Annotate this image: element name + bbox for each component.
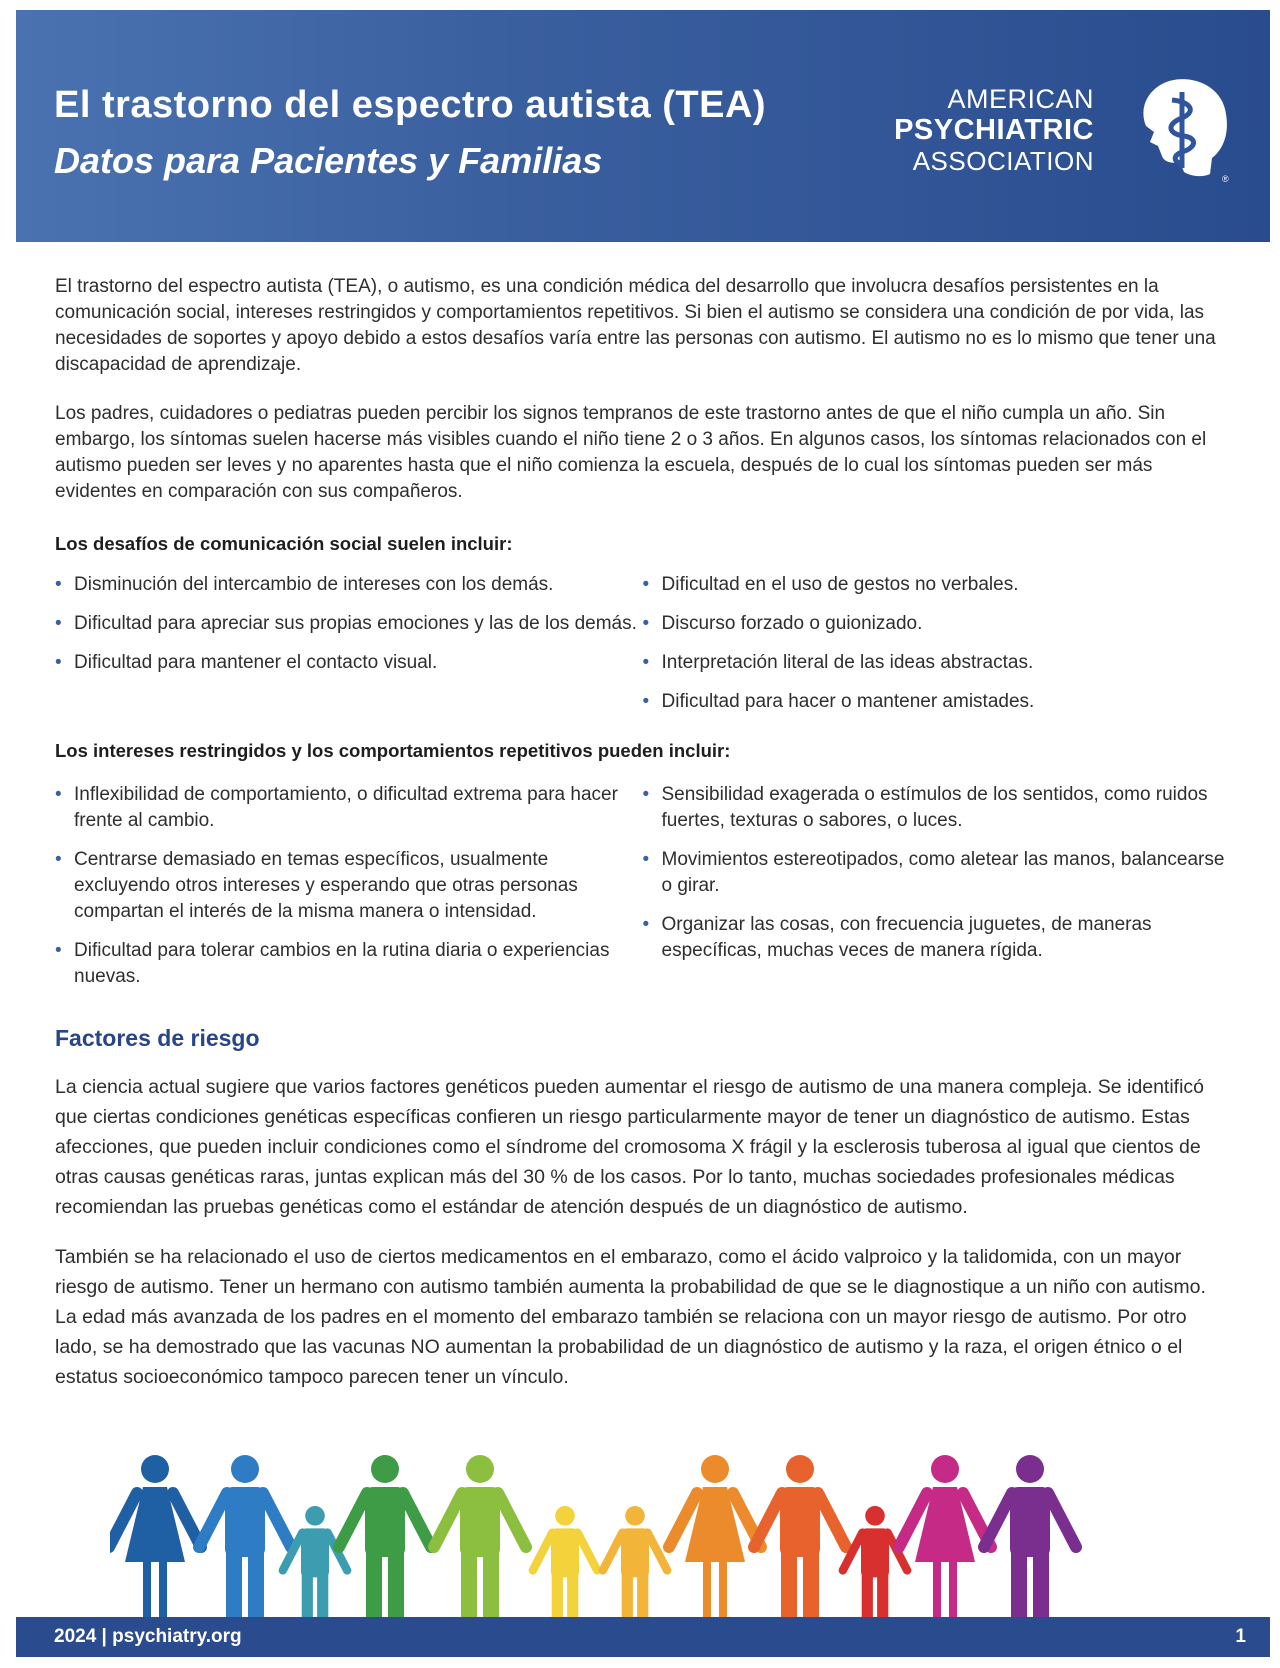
bullet-icon: •: [642, 849, 650, 870]
bullet-icon: •: [55, 940, 62, 961]
list-item: • Inflexibilidad de comportamiento, o dificultad extrema para hacer frente al cambio.: [55, 784, 618, 831]
list-item: • Dificultad para hacer o mantener amistades.: [643, 689, 1231, 715]
list-item: • Disminución del intercambio de intereses con los demás.: [55, 572, 643, 598]
person-figure: [533, 1506, 597, 1625]
intro-paragraph-1: El trastorno del espectro autista (TEA), o autismo, es una condición médica del desarrollo que involucra desafíos persistentes en la comunicación social, intereses restringidos y comportamientos repetitivos. Si bien el autismo se considera una condición de por vida, las necesidades de soportes y apoyo debido a estos desafíos varía entre las personas con autismo. El autismo no es lo mismo que tener una discapacidad de aprendizaje.: [55, 276, 1216, 375]
list-item: • Sensibilidad exagerada o estímulos de los sentidos, como ruidos fuertes, texturas o sabores, o luces.: [642, 784, 1208, 831]
person-figure: [669, 1455, 761, 1625]
restricted-list: [55, 782, 1230, 1003]
risk-paragraph-1: La ciencia actual sugiere que varios factores genéticos pueden aumentar el riesgo de autismo de una manera compleja. Se identificó que ciertas condiciones genéticas específicas confieren un riesgo particularmente mayor de tener un diagnóstico de autismo. Estas afecciones, que pueden incluir condiciones como el síndrome del cromosoma X frágil y la esclerosis tuberosa al igual que cientos de otras causas genéticas raras, juntas explican más del 30 % de los casos. Por lo tanto, muchas sociedades profesionales médicas recomiendan las pruebas genéticas como el estándar de atención después de un diagnóstico de autismo.: [55, 1076, 1205, 1218]
person-figure: [899, 1455, 991, 1625]
list-item: • Organizar las cosas, con frecuencia juguetes, de maneras específicas, muchas veces de manera rígida.: [642, 914, 1152, 961]
person-figure: [754, 1455, 846, 1625]
apa-head-icon: [1132, 76, 1232, 184]
logo-line-psychiatric: PSYCHIATRIC: [894, 114, 1094, 146]
bullet-icon: •: [642, 784, 650, 805]
person-figure: [199, 1455, 291, 1625]
registered-mark: ®: [1222, 174, 1229, 184]
person-figure: [434, 1455, 526, 1625]
logo-line-american: AMERICAN: [947, 84, 1094, 114]
person-figure: [603, 1506, 667, 1625]
bullet-icon: •: [642, 691, 650, 712]
bullet-icon: •: [55, 784, 62, 805]
list-item: • Movimientos estereotipados, como aletear las manos, balancearse o girar.: [642, 849, 1225, 896]
page-subtitle: Datos para Pacientes y Familias: [54, 140, 603, 181]
social-list: [55, 572, 1230, 728]
page-title: El trastorno del espectro autista (TEA): [54, 84, 767, 126]
person-figure: [339, 1455, 431, 1625]
risk-factors-title: Factores de riesgo: [55, 1025, 260, 1051]
main-content: [55, 274, 1230, 1392]
bullet-icon: •: [642, 914, 650, 935]
person-figure: [110, 1455, 201, 1625]
bullet-icon: •: [642, 613, 650, 634]
footer-bar: [16, 1617, 1270, 1657]
bullet-icon: •: [55, 849, 62, 870]
list-item: • Discurso forzado o guionizado.: [643, 611, 1231, 637]
logo-text: [894, 84, 1094, 177]
social-heading: Los desafíos de comunicación social suelen incluir:: [55, 533, 513, 554]
list-item: • Dificultad para apreciar sus propias emociones y las de los demás.: [55, 611, 643, 637]
bullet-icon: •: [55, 652, 62, 673]
bullet-icon: •: [55, 574, 62, 595]
restricted-heading: Los intereses restringidos y los comportamientos repetitivos pueden incluir:: [55, 740, 731, 761]
person-figure: [843, 1506, 907, 1625]
bullet-icon: •: [642, 652, 650, 673]
person-figure: [984, 1455, 1076, 1625]
intro-paragraph-2: Los padres, cuidadores o pediatras pueden percibir los signos tempranos de este trastorno antes de que el niño cumpla un año. Sin embargo, los síntomas suelen hacerse más visibles cuando el niño tiene 2 o 3 años. En algunos casos, los síntomas relacionados con el autismo pueden ser leves y no aparentes hasta que el niño comienza la escuela, después de lo cual los síntomas pueden ser más evidentes en comparación con sus compañeros.: [55, 403, 1207, 502]
apa-logo: [884, 76, 1244, 186]
list-item: • Centrarse demasiado en temas específicos, usualmente excluyendo otros intereses y esperando que otras personas compartan el interés de la misma manera o intensidad.: [55, 849, 578, 922]
risk-paragraph-2: También se ha relacionado el uso de ciertos medicamentos en el embarazo, como el ácido valproico y la talidomida, con un mayor riesgo de autismo. Tener un hermano con autismo también aumenta la probabilidad de que se le diagnostique a un niño con autismo. La edad más avanzada de los padres en el momento del embarazo también se relaciona con un mayor riesgo de autismo. Por otro lado, se ha demostrado que las vacunas NO aumentan la probabilidad de un diagnóstico de autismo y la raza, el origen étnico o el estatus socioeconómico tampoco parecen tener un vínculo.: [55, 1246, 1206, 1388]
bullet-icon: •: [642, 574, 650, 595]
person-figure: [283, 1506, 347, 1625]
logo-line-association: ASSOCIATION: [912, 146, 1094, 176]
bullet-icon: •: [55, 613, 62, 634]
footer-year-site: 2024 | psychiatry.org: [54, 1626, 242, 1647]
header-banner: [16, 10, 1270, 242]
list-item: • Dificultad para mantener el contacto visual.: [55, 650, 643, 676]
people-illustration: [110, 1440, 1160, 1625]
list-item: • Dificultad en el uso de gestos no verbales.: [643, 572, 1231, 598]
page-number: 1: [1235, 1626, 1246, 1647]
list-item: • Interpretación literal de las ideas abstractas.: [643, 650, 1231, 676]
list-item: • Dificultad para tolerar cambios en la rutina diaria o experiencias nuevas.: [55, 940, 610, 987]
